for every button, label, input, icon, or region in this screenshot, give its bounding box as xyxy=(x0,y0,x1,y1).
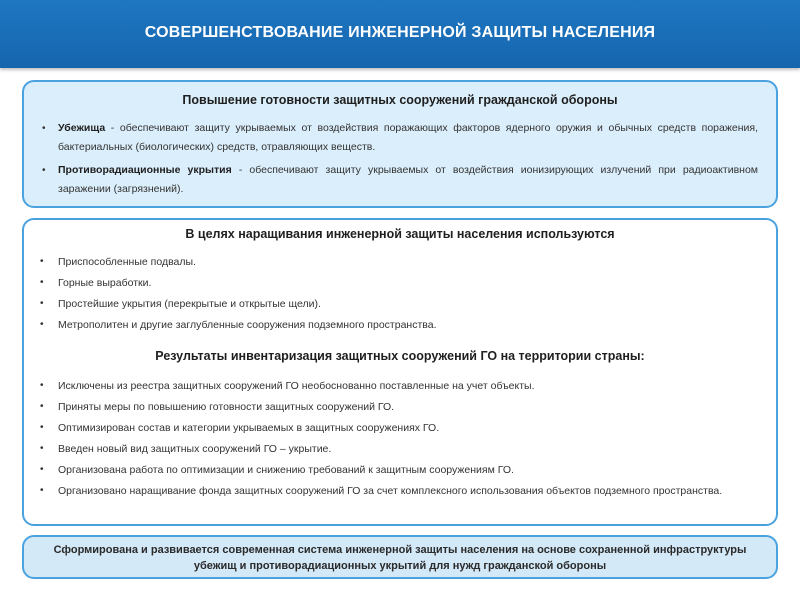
list-item: Метрополитен и другие заглубленные сооружения подземного пространства. xyxy=(58,319,437,331)
bullet-icon: • xyxy=(40,422,44,433)
item-text: - обеспечивают защиту укрываемых от воздействия ионизирующих излучений при радиоактивном заражении (загрязнений). xyxy=(58,164,758,195)
list-item: Горные выработки. xyxy=(58,277,152,289)
bullet-icon: • xyxy=(40,401,44,412)
bullet-icon: • xyxy=(40,380,44,391)
bullet-icon: • xyxy=(40,298,44,309)
bullet-icon: • xyxy=(40,443,44,454)
list-item xyxy=(42,161,758,199)
section1-title: Повышение готовности защитных сооружений гражданской обороны xyxy=(182,93,618,107)
item-text: - обеспечивают защиту укрываемых от воздействия поражающих факторов ядерного оружия и обычных средств поражения, бактериальных (биологических) средств, отравляющих веществ. xyxy=(58,122,758,153)
list-item: Приспособленные подвалы. xyxy=(58,256,196,268)
page-title: СОВЕРШЕНСТВОВАНИЕ ИНЖЕНЕРНОЙ ЗАЩИТЫ НАСЕЛЕНИЯ xyxy=(144,24,656,41)
section3-title: Результаты инвентаризация защитных сооружений ГО на территории страны: xyxy=(155,349,645,363)
bullet-icon: • xyxy=(40,485,44,496)
item-term: Убежища xyxy=(58,122,106,134)
list-item: Введен новый вид защитных сооружений ГО ‒ укрытие. xyxy=(58,443,332,455)
header-bar xyxy=(0,0,800,68)
list-item: Приняты меры по повышению готовности защитных сооружений ГО. xyxy=(58,401,395,413)
bullet-icon: • xyxy=(42,123,46,134)
bullet-icon: • xyxy=(40,464,44,475)
bullet-icon: • xyxy=(40,256,44,267)
bullet-icon: • xyxy=(42,165,46,176)
item-term: Противорадиационные укрытия xyxy=(58,164,232,176)
list-item: Организована работа по оптимизации и снижению требований к защитным сооружениям ГО. xyxy=(58,464,514,476)
bullet-icon: • xyxy=(40,277,44,288)
summary-text: Сформирована и развивается современная система инженерной защиты населения на основе сохраненной инфраструктуры убежищ и противорадиационных укрытий для нужд гражданской обороны xyxy=(53,544,747,572)
list-item: Простейшие укрытия (перекрытые и открытые щели). xyxy=(58,298,321,310)
section2-title: В целях наращивания инженерной защиты населения используются xyxy=(185,227,615,241)
list-item: Исключены из реестра защитных сооружений ГО необоснованно поставленные на учет объекты. xyxy=(58,380,535,392)
list-item: Организовано наращивание фонда защитных сооружений ГО за счет комплексного использования объектов подземного пространства. xyxy=(58,485,723,497)
list-item xyxy=(42,119,758,157)
list-item: Оптимизирован состав и категории укрываемых в защитных сооружениях ГО. xyxy=(58,422,440,434)
bullet-icon: • xyxy=(40,319,44,330)
